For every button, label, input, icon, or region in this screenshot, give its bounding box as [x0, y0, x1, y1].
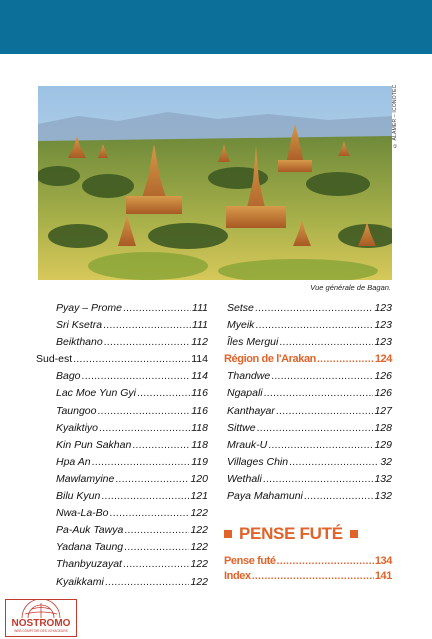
nostromo-logo — [5, 599, 77, 637]
toc-entry[interactable]: Sri Ksetra ..... 111 — [16, 319, 208, 336]
toc-entry[interactable]: Yadana Taung ..... 122 — [16, 541, 208, 558]
toc-region-entry[interactable]: Sud-est ..... 114 — [16, 353, 208, 370]
toc-entry[interactable]: Thandwe ..... 126 — [224, 370, 392, 387]
square-bullet-icon — [224, 530, 232, 538]
toc-entry[interactable]: Nwa-La-Bo ..... 122 — [16, 507, 208, 524]
photo-credit: © ALAMER – ICONOTEC — [392, 84, 398, 148]
toc-entry[interactable]: Thanbyuzayat ..... 122 — [16, 558, 208, 575]
toc-entry[interactable]: Beikthano ..... 112 — [16, 336, 208, 353]
toc-section-heading[interactable]: Index ..... 141 — [224, 570, 392, 585]
toc-entry[interactable]: Kyaiktiyo ..... 118 — [16, 422, 208, 439]
toc-entry[interactable]: Kyaikkami ..... 122 — [16, 576, 208, 593]
toc-entry[interactable]: Mawlamyine ..... 120 — [16, 473, 208, 490]
toc-entry[interactable]: Sittwe ..... 128 — [224, 422, 392, 439]
toc-left-column — [16, 302, 208, 593]
toc-entry[interactable]: Taungoo ..... 116 — [16, 405, 208, 422]
toc-entry[interactable]: Mrauk-U ..... 129 — [224, 439, 392, 456]
toc-right-column — [224, 302, 392, 585]
toc-entry[interactable]: Hpa An ..... 119 — [16, 456, 208, 473]
toc-entry[interactable]: Kanthayar ..... 127 — [224, 405, 392, 422]
toc-entry[interactable]: Villages Chin ..... 32 — [224, 456, 392, 473]
toc-entry[interactable]: Îles Mergui ..... 123 — [224, 336, 392, 353]
toc-section-heading[interactable]: Région de l'Arakan ..... 124 — [224, 353, 392, 370]
photo-caption: Vue générale de Bagan. — [310, 283, 391, 292]
toc-entry[interactable]: Myeik ..... 123 — [224, 319, 392, 336]
toc-entry[interactable]: Paya Mahamuni ..... 132 — [224, 490, 392, 507]
toc-entry[interactable]: Pyay – Prome ..... 111 — [16, 302, 208, 319]
logo-tagline: WEB COMPTOIR DES VOYAGEURS — [14, 629, 68, 633]
toc-entry[interactable]: Kin Pun Sakhan ..... 118 — [16, 439, 208, 456]
pense-fute-list — [224, 555, 392, 585]
square-bullet-icon — [350, 530, 358, 538]
pense-fute-title: PENSE FUTÉ — [239, 524, 343, 544]
logo-wordmark: NOSTROMO — [11, 618, 71, 629]
toc-entry[interactable]: Bilu Kyun ..... 121 — [16, 490, 208, 507]
toc-entry[interactable]: Setse ..... 123 — [224, 302, 392, 319]
toc-section-heading[interactable]: Pense futé ..... 134 — [224, 555, 392, 570]
toc-entry[interactable]: Wethali ..... 132 — [224, 473, 392, 490]
pense-fute-heading — [224, 521, 392, 547]
toc-entry[interactable]: Bago ..... 114 — [16, 370, 208, 387]
bagan-temples-photo — [38, 86, 392, 280]
toc-entry[interactable]: Lac Moe Yun Gyi ..... 116 — [16, 387, 208, 404]
toc-entry[interactable]: Ngapali ..... 126 — [224, 387, 392, 404]
bagan-landscape-illustration — [38, 86, 392, 280]
globe-icon — [6, 600, 76, 636]
header-band — [0, 0, 432, 54]
toc-entry[interactable]: Pa-Auk Tawya ..... 122 — [16, 524, 208, 541]
